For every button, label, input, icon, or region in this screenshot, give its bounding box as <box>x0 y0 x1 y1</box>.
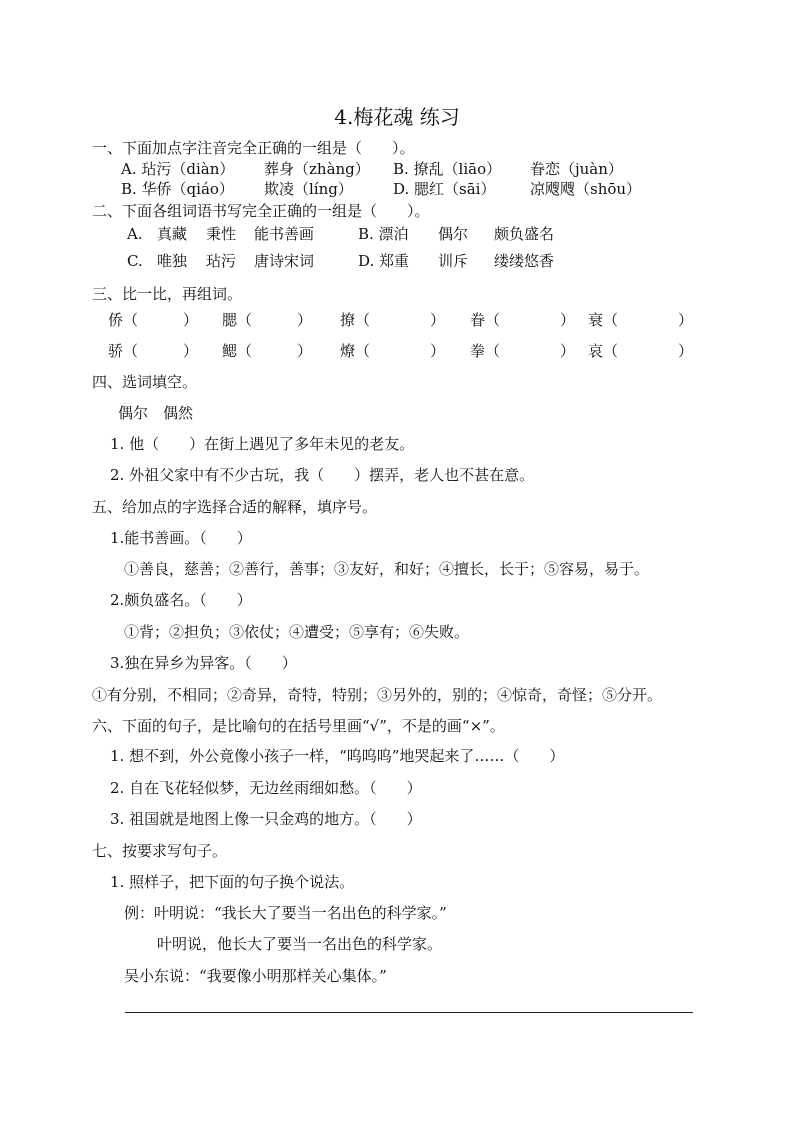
answer-line <box>125 1012 693 1013</box>
q5-item-1-options: ①善良，慈善；②善行，善事；③友好，和好；④擅长，长于；⑤容易，易于。 <box>124 560 650 578</box>
q5-item-2: 2.颇负盛名。（ ） <box>110 591 252 609</box>
q2-option-d-word-2: 训斥 <box>438 252 469 270</box>
q1-option-c: B. 华侨（qiáo） <box>121 180 234 198</box>
q7-stem: 七、按要求写句子。 <box>92 842 228 860</box>
q1-option-d-2: 凉飕飕（shōu） <box>530 180 642 198</box>
q6-stem: 六、下面的句子，是比喻句的在括号里画“√”，不是的画“×”。 <box>92 717 505 735</box>
q2-option-c-word-2: 玷污 <box>206 252 237 270</box>
q1-option-c-2: 欺凌（líng） <box>264 180 353 198</box>
q3-stem: 三、比一比，再组词。 <box>92 285 243 303</box>
q7-prompt-sentence: 吴小东说：“我要像小明那样关心集体。” <box>124 967 387 985</box>
page-title: 4.梅花魂 练习 <box>334 105 460 129</box>
q1-option-b: B. 撩乱（liāo） <box>393 160 502 178</box>
q7-example-answer: 叶明说，他长大了要当一名出色的科学家。 <box>157 935 443 953</box>
q7-example: 例：叶明说：“我长大了要当一名出色的科学家。” <box>124 904 447 922</box>
q2-option-a-word-3: 能书善画 <box>254 225 315 243</box>
q2-option-a-label: A. <box>127 225 143 243</box>
q3-char-item: 侨（ ） <box>108 311 199 329</box>
q3-char-item: 衰（ ） <box>588 311 694 329</box>
q2-option-c-label: C. <box>127 252 143 270</box>
q3-char-item: 哀（ ） <box>588 342 694 360</box>
q4-item-2: 2. 外祖父家中有不少古玩，我（ ）摆弄，老人也不甚在意。 <box>110 466 535 484</box>
q5-stem: 五、给加点的字选择合适的解释，填序号。 <box>92 498 378 516</box>
q5-item-1: 1.能书善画。（ ） <box>110 529 252 547</box>
q5-item-3: 3.独在异乡为异客。（ ） <box>110 654 297 672</box>
q5-item-3-options: ①有分别，不相同；②奇异，奇特，特别；③另外的，别的；④惊奇，奇怪；⑤分开。 <box>92 686 663 704</box>
q6-item-2: 2. 自在飞花轻似梦，无边丝雨细如愁。（ ） <box>110 779 422 797</box>
q3-char-item: 腮（ ） <box>222 311 313 329</box>
q1-stem: 一、下面加点字注音完全正确的一组是（ ）。 <box>92 139 415 157</box>
q2-option-b-word-1: B. 漂泊 <box>358 225 409 243</box>
q2-option-a-word-2: 秉性 <box>206 225 237 243</box>
q3-char-item: 骄（ ） <box>108 342 199 360</box>
q1-option-a: A. 玷污（diàn） <box>121 160 235 178</box>
q3-char-item: 眷（ ） <box>470 311 576 329</box>
q2-option-b-word-3: 颇负盛名 <box>494 225 555 243</box>
q4-item-1: 1. 他（ ）在街上遇见了多年未见的老友。 <box>110 435 415 453</box>
q1-option-a-2: 葬身（zhàng） <box>264 160 370 178</box>
q3-char-item: 拳（ ） <box>470 342 576 360</box>
q2-option-c-word-1: 唯独 <box>157 252 188 270</box>
q4-word-choices: 偶尔 偶然 <box>118 404 194 422</box>
q6-item-3: 3. 祖国就是地图上像一只金鸡的地方。（ ） <box>110 810 422 828</box>
q2-option-a-word-1: 真藏 <box>157 225 188 243</box>
q4-stem: 四、选词填空。 <box>92 373 198 391</box>
q3-char-item: 鳃（ ） <box>222 342 313 360</box>
q3-char-item: 燎（ ） <box>340 342 446 360</box>
q5-item-2-options: ①背；②担负；③依仗；④遭受；⑤享有；⑥失败。 <box>124 623 470 641</box>
q2-option-c-word-3: 唐诗宋词 <box>254 252 315 270</box>
q2-option-d-word-1: D. 郑重 <box>358 252 410 270</box>
q2-option-b-word-2: 偶尔 <box>438 225 469 243</box>
q3-char-item: 撩（ ） <box>340 311 446 329</box>
q1-option-b-2: 眷恋（juàn） <box>530 160 623 178</box>
q6-item-1: 1. 想不到，外公竟像小孩子一样，“呜呜呜”地哭起来了……（ ） <box>110 747 565 765</box>
q7-item-1: 1. 照样子，把下面的句子换个说法。 <box>110 873 355 891</box>
q1-option-d: D. 腮红（sāi） <box>393 180 496 198</box>
q2-option-d-word-3: 缕缕悠香 <box>494 252 555 270</box>
q2-stem: 二、下面各组词语书写完全正确的一组是（ ）。 <box>92 202 430 220</box>
